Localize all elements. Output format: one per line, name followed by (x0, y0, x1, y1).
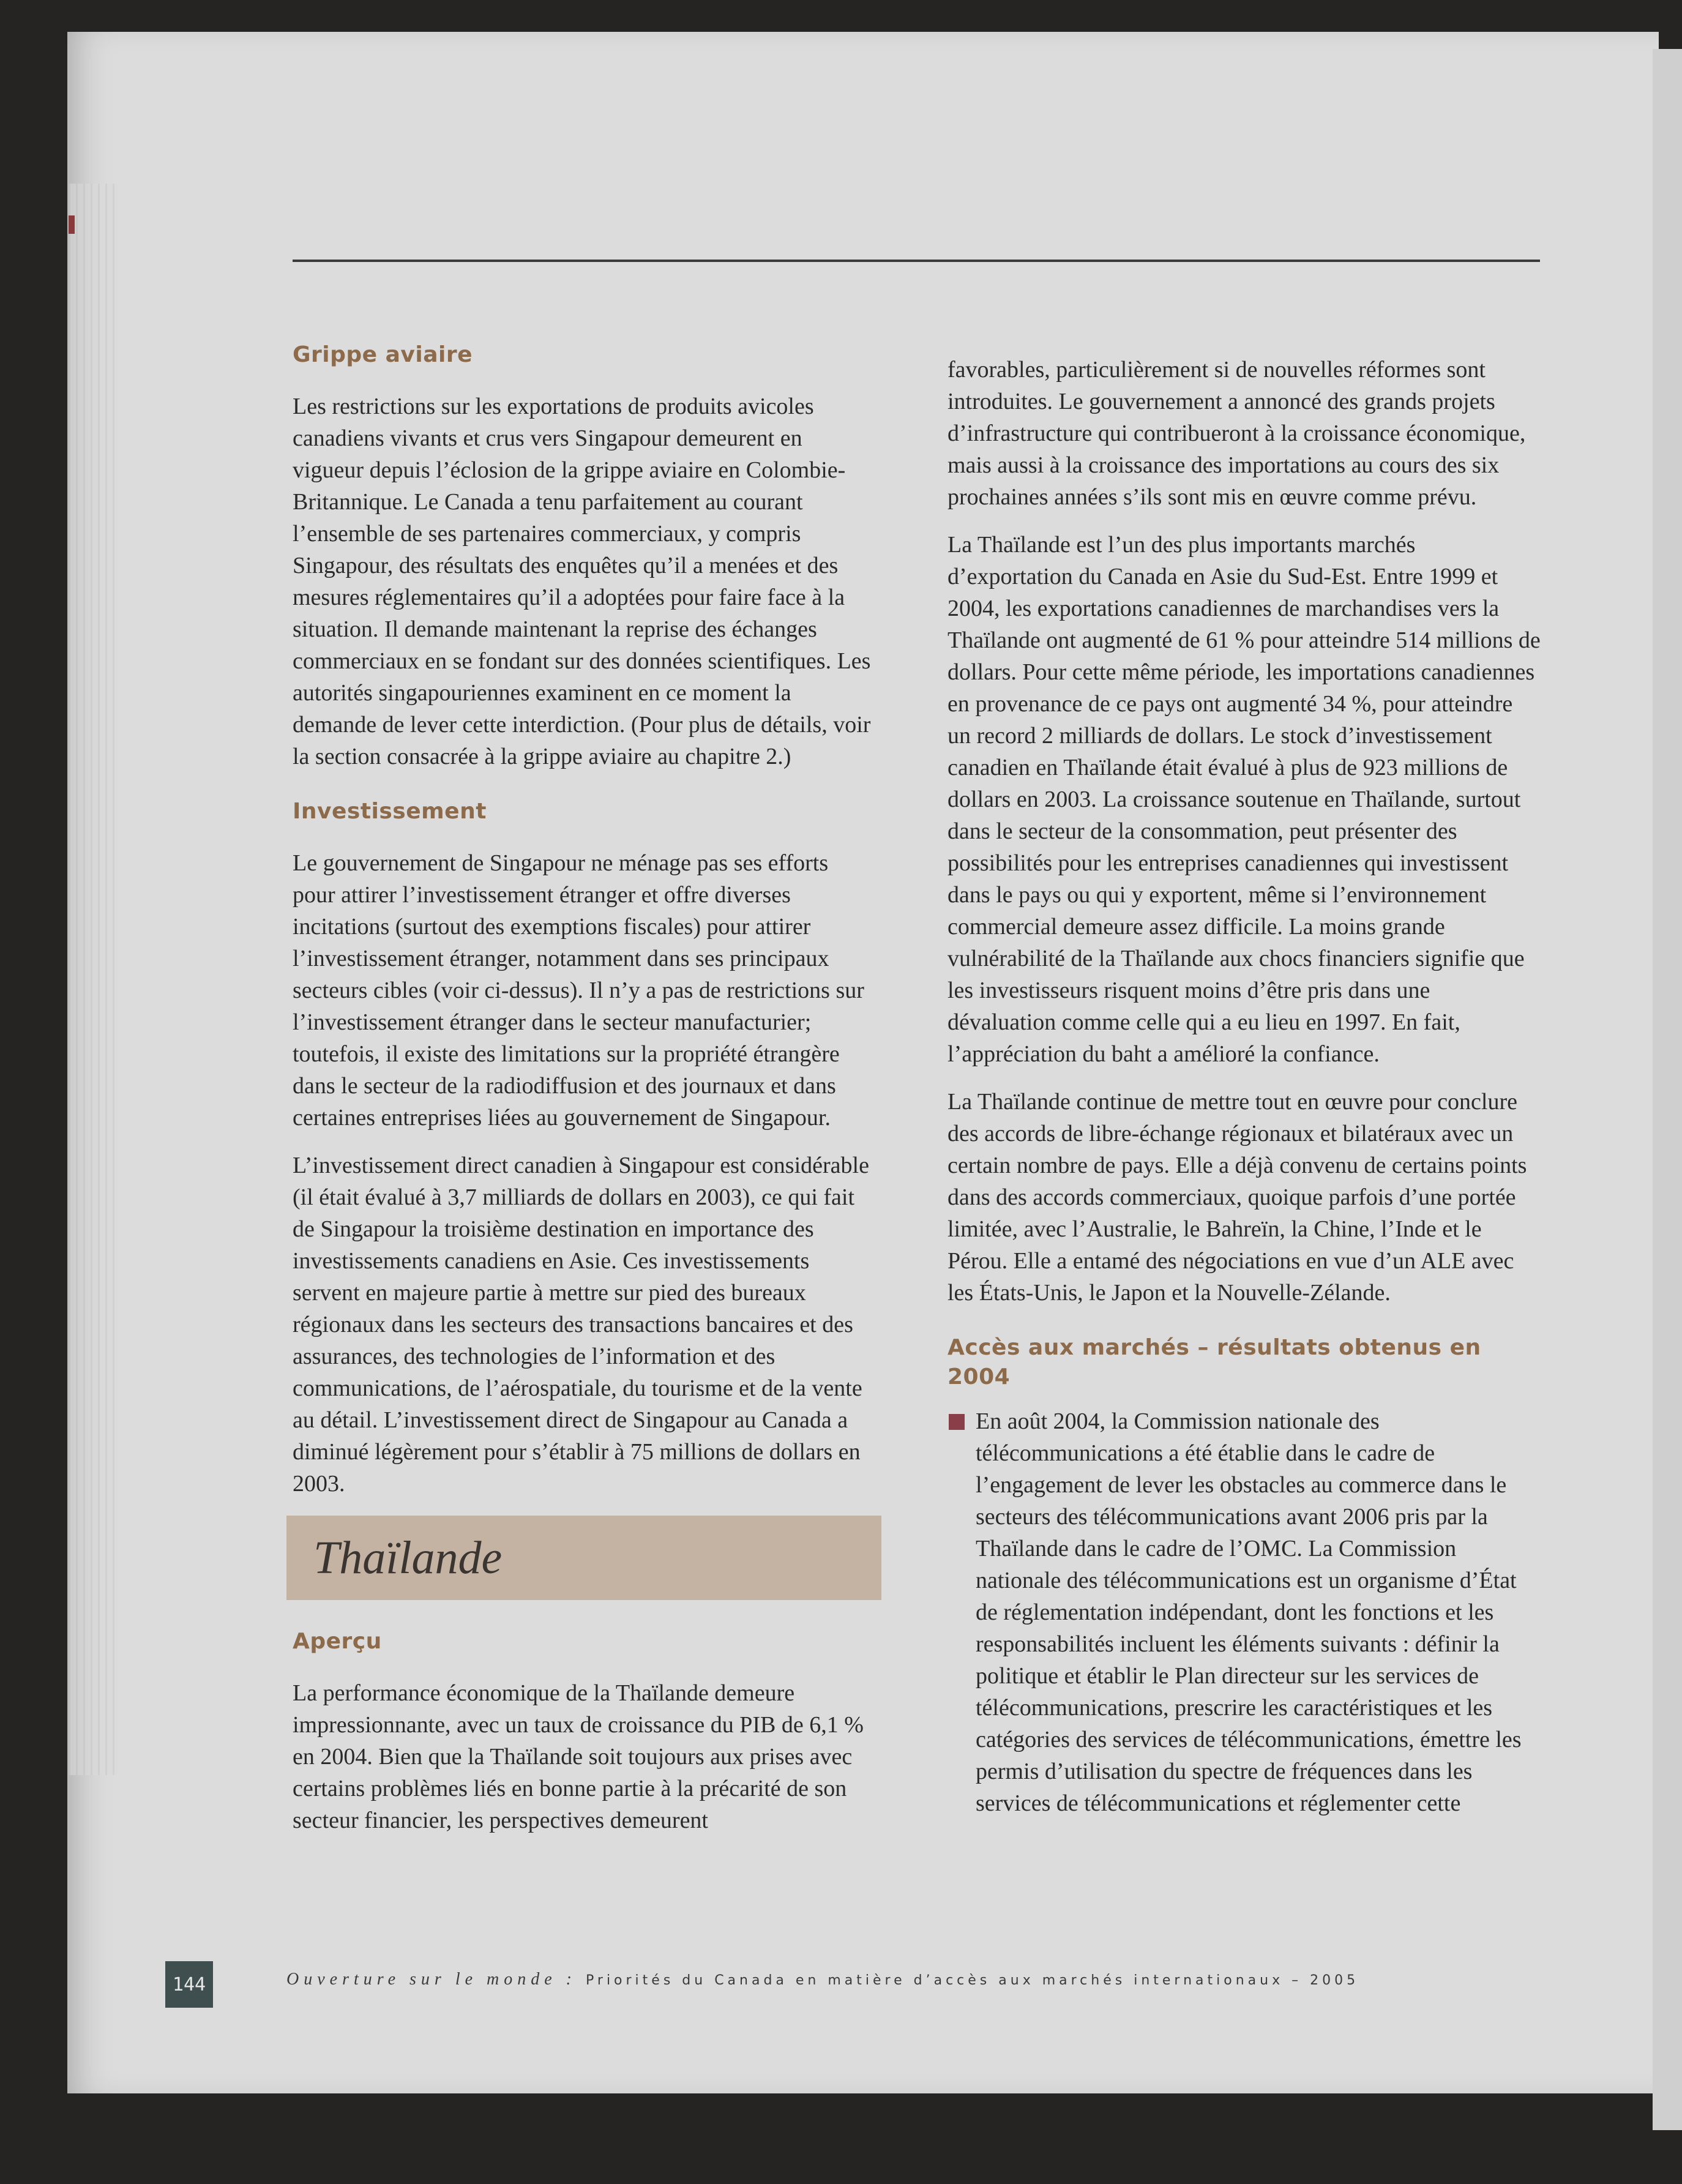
paragraph: Les restrictions sur les exportations de produits avicoles canadiens vivants et crus vers Singapour demeurent en vigueur depuis l’éclosion de la grippe aviaire en Colombie-Britannique. Le Canada a tenu parfaitement au courant l’ensemble de ses partenaires commerciaux, y compris Singapour, des résultats des enquêtes qu’il a menées et des mesures réglementaires qu’il a adoptées pour faire face à la situation. Il demande maintenant la reprise des échanges commerciaux en se fondant sur des données scientifiques. Les autorités singapouriennes examinent en ce moment la demande de lever cette interdiction. (Pour plus de détails, voir la section consacrée à la grippe aviaire au chapitre 2.) (293, 394, 871, 769)
section-heading-grippe: Grippe aviaire (293, 342, 473, 367)
paragraph: La performance économique de la Thaïlande demeure impressionnante, avec un taux de croissance du PIB de 6,1 % en 2004. Bien que la Thaïlande soit toujours aux prises avec certains problèmes liés en bonne partie à la précarité de son secteur financier, les perspectives demeurent (293, 1680, 864, 1833)
paragraph: La Thaïlande continue de mettre tout en œuvre pour conclure des accords de libre-échange régionaux et bilatéraux avec un certain nombre de pays. Elle a déjà convenu de certains points dans des accords commerciaux, quoique parfois d’une portée limitée, avec l’Australie, le Bahreïn, la Chine, l’Inde et le Pérou. Elle a entamé des négociations en vue d’un ALE avec les États-Unis, le Japon et la Nouvelle-Zélande. (948, 1089, 1527, 1306)
header-rule (293, 260, 1540, 262)
section-heading-acces: Accès aux marchés – résultats obtenus en 2004 (948, 1335, 1481, 1389)
page-tab-marker (69, 215, 75, 234)
footer-title-italic: Ouverture sur le monde : (286, 1970, 577, 1989)
bullet-text: En août 2004, la Commission nationale des télécommunications a été établie dans le cadre de l’engagement de lever les obstacles au commerce dans le secteurs des télécommunications avant 2006 pris par la Thaïlande dans le cadre de l’OMC. La Commission nationale des télécommunications est un organisme d’État de réglementation indépendant, dont les fonctions et les responsabilités incluent les éléments suivants : définir la politique et établir le Plan directeur sur les services de télécommunications, prescrire les caractéristiques et les catégories des services de télécommunications, émettre les permis d’utilisation du spectre de fréquences dans les services de télécommunications et réglementer cette (976, 1408, 1522, 1816)
section-heading-investissement: Investissement (293, 799, 487, 824)
bullet-square-icon (949, 1414, 965, 1430)
right-column (948, 354, 1541, 1819)
paragraph: favorables, particulièrement si de nouvelles réformes sont introduites. Le gouvernement a annoncé des grands projets d’infrastructure qui contribueront à la croissance économique, mais aussi à la croissance des importations au cours des six prochaines années s’ils sont mis en œuvre comme prévu. (948, 357, 1526, 510)
running-footer (286, 1970, 1359, 1989)
page-edge-stack (69, 184, 118, 1775)
paragraph: Le gouvernement de Singapour ne ménage pas ses efforts pour attirer l’investissement étranger et offre diverses incitations (surtout des exemptions fiscales) pour attirer l’investissement étranger, notamment dans ses principaux secteurs cibles (voir ci-dessus). Il n’y a pas de restrictions sur l’investissement étranger dans le secteur manufacturier; toutefois, il existe des limitations sur la propriété étrangère dans le secteur de la radiodiffusion et des journaux et dans certaines entreprises liées au gouvernement de Singapour. (293, 850, 864, 1131)
list-item (948, 1405, 1541, 1819)
paragraph: La Thaïlande est l’un des plus importants marchés d’exportation du Canada en Asie du Sud-Est. Entre 1999 et 2004, les exportations canadiennes de marchandises vers la Thaïlande ont augmenté de 61 % pour atteindre 514 millions de dollars. Pour cette même période, les importations canadiennes en provenance de ce pays ont augmenté 34 %, pour atteindre un record 2 milliards de dollars. Le stock d’investissement canadien en Thaïlande était évalué à plus de 923 millions de dollars en 2003. La croissance soutenue en Thaïlande, surtout dans le secteur de la consommation, peut présenter des possibilités pour les entreprises canadiennes qui investissent dans le pays ou qui y exportent, même si l’environnement commercial demeure assez difficile. La moins grande vulnérabilité de la Thaïlande aux chocs financiers signifie que les investisseurs risquent moins d’être pris dans une dévaluation comme celle qui a eu lieu en 1997. En fait, l’appréciation du baht a amélioré la confiance. (948, 532, 1541, 1067)
country-banner (286, 1516, 881, 1600)
paragraph: L’investissement direct canadien à Singapour est considérable (il était évalué à 3,7 milliards de dollars en 2003), ce qui fait de Singapour la troisième destination en importance des investissements canadiens en Asie. Ces investissements servent en majeure partie à mettre sur pied des bureaux régionaux dans les secteurs des transactions bancaires et des assurances, des technologies de l’information et des communications, de l’aérospatiale, du tourisme et de la vente au détail. L’investissement direct de Singapour au Canada a diminué légèrement pour s’établir à 75 millions de dollars en 2003. (293, 1153, 869, 1497)
country-banner-title: Thaïlande (313, 1532, 503, 1584)
section-heading-apercu: Aperçu (293, 1629, 382, 1654)
footer-title-rest: Priorités du Canada en matière d’accès aux marchés internationaux – 2005 (586, 1973, 1359, 1988)
page-number: 144 (165, 1961, 213, 2008)
left-column (293, 340, 875, 1852)
facing-page-edge (1653, 49, 1682, 2130)
